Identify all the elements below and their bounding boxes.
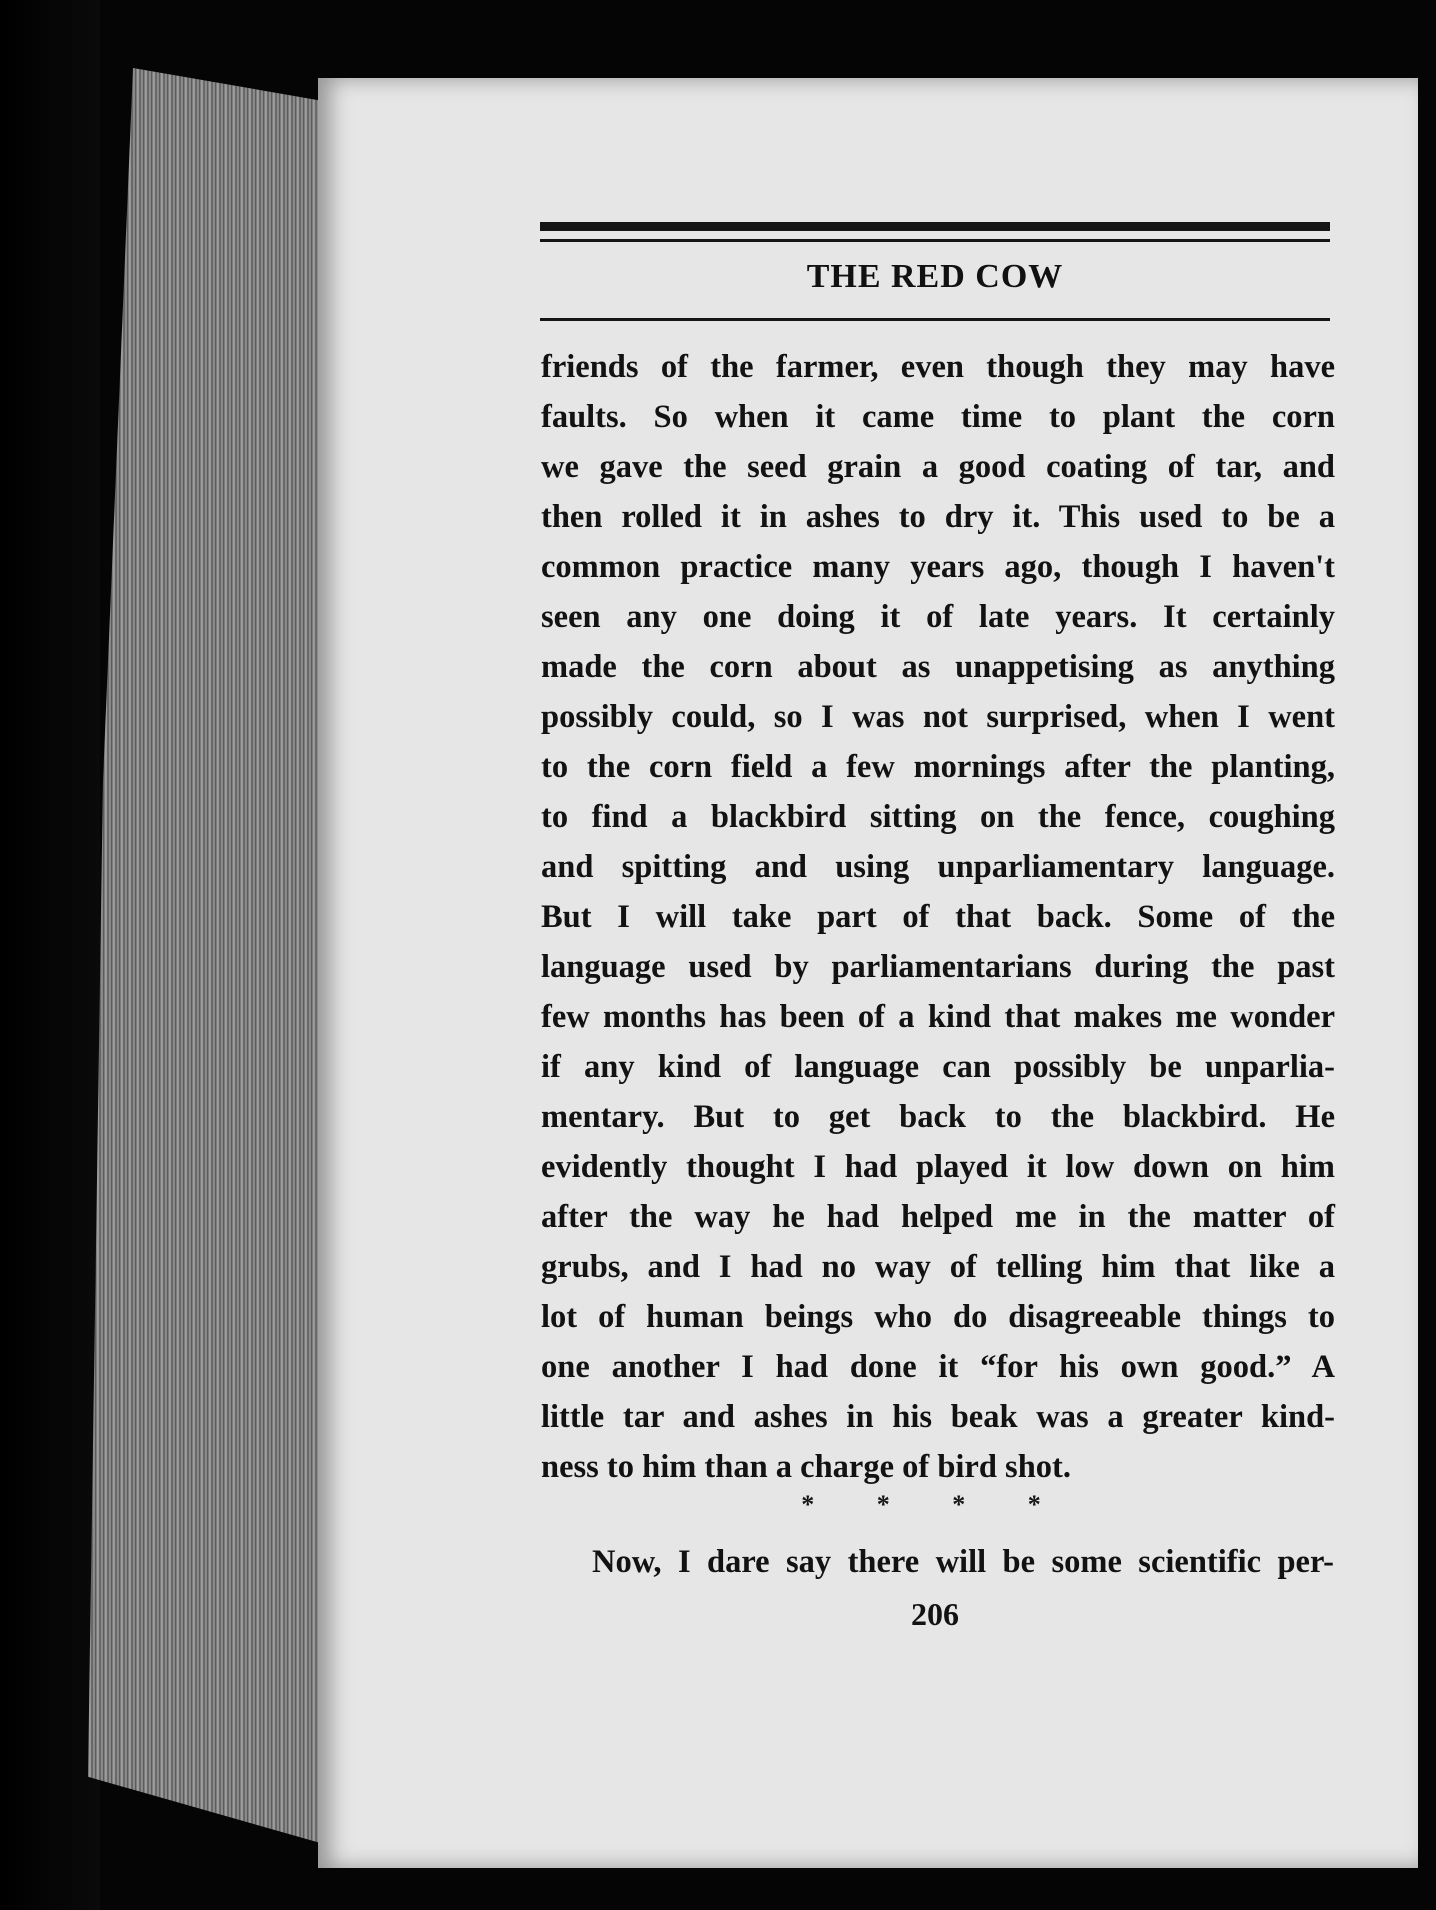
- text-line: lot of human beings who do disagreeable things to: [541, 1299, 1335, 1335]
- body-text: [541, 342, 1335, 1492]
- text-line: few months has been of a kind that makes me wonder: [541, 999, 1335, 1035]
- next-paragraph: Now, I dare say there will be some scientific per-: [592, 1544, 1334, 1580]
- text-line: But I will take part of that back. Some of the: [541, 899, 1335, 935]
- text-line: one another I had done it “for his own good.” A: [541, 1349, 1335, 1385]
- text-line: to the corn field a few mornings after the planting,: [541, 749, 1335, 785]
- text-line: mentary. But to get back to the blackbird. He: [541, 1099, 1335, 1135]
- scan-background: [0, 0, 100, 1910]
- text-line: faults. So when it came time to plant the corn: [541, 399, 1335, 435]
- page-edges: [88, 68, 338, 1848]
- text-line: if any kind of language can possibly be unparlia-: [541, 1049, 1335, 1085]
- text-line: ness to him than a charge of bird shot.: [541, 1449, 1071, 1485]
- text-line: little tar and ashes in his beak was a greater kind-: [541, 1399, 1335, 1435]
- running-head: THE RED COW: [806, 258, 1064, 295]
- text-line: evidently thought I had played it low down on him: [541, 1149, 1335, 1185]
- text-line: seen any one doing it of late years. It certainly: [541, 599, 1335, 635]
- text-line: made the corn about as unappetising as anything: [541, 649, 1335, 685]
- text-line: and spitting and using unparliamentary language.: [541, 849, 1335, 885]
- text-line: grubs, and I had no way of telling him that like a: [541, 1249, 1335, 1285]
- header-rule-thin: [540, 239, 1330, 242]
- text-line: possibly could, so I was not surprised, when I went: [541, 699, 1335, 735]
- text-line: common practice many years ago, though I haven't: [541, 549, 1335, 585]
- page-number: 206: [911, 1596, 959, 1632]
- text-line: language used by parliamentarians during the past: [541, 949, 1335, 985]
- header-rule-thick: [540, 222, 1330, 231]
- header-rules: [540, 222, 1330, 242]
- text-line: we gave the seed grain a good coating of tar, and: [541, 449, 1335, 485]
- text-line: to find a blackbird sitting on the fence, coughing: [541, 799, 1335, 835]
- text-line: friends of the farmer, even though they may have: [541, 349, 1335, 385]
- section-break: * * * *: [801, 1490, 1069, 1519]
- text-line: then rolled it in ashes to dry it. This used to be a: [541, 499, 1335, 535]
- text-line: after the way he had helped me in the matter of: [541, 1199, 1335, 1235]
- running-head-rule: [540, 318, 1330, 321]
